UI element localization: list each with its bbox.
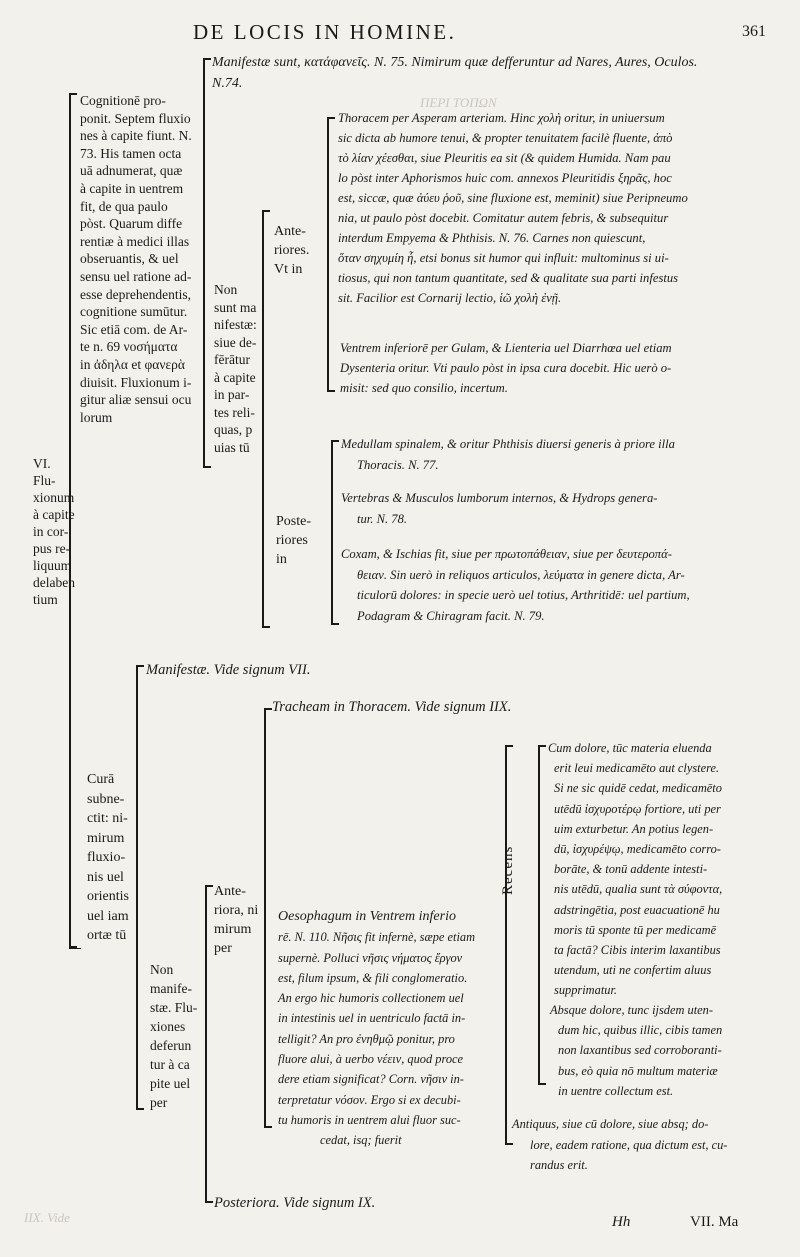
text-line: supernè. Polluci νῆσις νήματος ἔργον: [278, 950, 463, 965]
text-line: lo pòst inter Aphorismos huic com. annexos Pleuritidis ξηρᾶς, hoc: [338, 171, 672, 185]
antiquus-block: [512, 1114, 727, 1176]
text-line: terpretatur νόσον. Ergo si ex decubi-: [278, 1092, 461, 1107]
cum-dolore-block: [548, 738, 722, 1001]
non-manifestae-2-brace: [205, 885, 207, 1203]
text-line: uim exturbetur. An potius legen-: [554, 821, 714, 836]
text-line: Coxam, & Ischias fit, siue per πρωτοπάθειαν, siue per δευτεροπά-: [341, 547, 672, 561]
posteriora-vide-signum: Posteriora. Vide signum IX.: [214, 1195, 376, 1211]
cura-connector: [69, 948, 81, 949]
running-title: DE LOCIS IN HOMINE.: [193, 20, 457, 44]
non-manifestae-2-label: [150, 960, 197, 1112]
medullam-block: [341, 434, 675, 476]
text-line: moris tū sponte tū per medicamē: [554, 922, 717, 937]
text-line: mirum: [87, 830, 125, 846]
text-line: ortæ tū: [87, 928, 127, 943]
text-line: ὅταν σηχυμίη ἧ, etsi bonus sit humor qui influit: multominus si ui-: [338, 251, 669, 265]
text-line: Sic etiā com. de Ar-: [80, 321, 188, 337]
text-line: 73. His tamen octa: [80, 145, 182, 161]
text-line: Cum dolore, tūc materia eluenda: [548, 741, 712, 755]
signature-mark: Hh: [612, 1214, 631, 1230]
text-line: diuisit. Fluxionum i-: [80, 374, 192, 390]
text-line: dū, ἰσχυρέψῳ, medicamēto corro-: [554, 842, 721, 857]
text-line: Thoracem per Asperam arteriam. Hinc χολὴ oritur, in uniuersum: [338, 111, 665, 125]
text-line: est, siccæ, quæ ἀύευ ῥοῦ, sine fluxione est, meminit) siue Peripneumo: [338, 191, 688, 205]
text-line: est, filum ipsum, & fili conglomeratio.: [278, 970, 468, 985]
text-line: manife-: [150, 981, 192, 996]
text-line: tu humoris in uentrem alui fluor suc-: [278, 1112, 461, 1127]
anteriores-brace: [327, 117, 329, 392]
text-line: non laxantibus sed corroboranti-: [558, 1043, 722, 1058]
text-line: tium: [33, 592, 58, 607]
text-line: nis utēdū, qualia sunt τὰ σύφοντα,: [554, 882, 723, 897]
text-line: riores.: [274, 243, 310, 258]
text-line: Non: [150, 962, 174, 977]
text-line: riora, ni: [214, 903, 259, 918]
text-line: dum hic, quibus illic, cibis tamen: [558, 1023, 723, 1038]
text-line: gitur aliæ sensui ocu: [80, 392, 192, 408]
tracheam-vide-signum: Tracheam in Thoracem. Vide signum IIX.: [272, 699, 512, 715]
text-line: stæ. Flu-: [150, 1000, 198, 1015]
cognitione-block: [80, 92, 192, 426]
text-line: θειαν. Sin uerò in reliquos articulos, λεύματα in genere dicta, Ar-: [357, 567, 685, 582]
text-line: Flu-: [33, 473, 56, 488]
text-line: interdum Empyema & Phthisis. N. 76. Carnes non quiescunt,: [338, 231, 646, 245]
text-line: Podagram & Chiragram facit. N. 79.: [357, 608, 545, 623]
text-line: Ante-: [274, 224, 306, 239]
text-line: à capite: [214, 369, 256, 385]
text-line: Manifestæ sunt, κατάφανεῖς. N. 75. Nimirum quæ defferuntur ad Nares, Aures, Oculos.: [212, 55, 698, 70]
text-line: deferun: [150, 1038, 192, 1053]
page-number: 361: [742, 23, 766, 40]
text-line: telligit? An pro ἐνηθμῷ ponitur, pro: [278, 1031, 455, 1046]
text-line: Vt in: [274, 262, 303, 277]
text-line: ta factā? Cibis interim laxantibus: [554, 943, 721, 958]
text-line: adstringētia, post euacuationē hu: [554, 902, 720, 917]
text-line: tur à ca: [150, 1057, 190, 1072]
text-line: obseruantis, & uel: [80, 251, 179, 267]
recens-antiquus-brace: [505, 745, 507, 1145]
text-line: te n. 69 νοσήματα: [80, 339, 178, 355]
recens-label: Recens: [500, 845, 516, 895]
text-line: cognitione sumūtur.: [80, 304, 188, 320]
text-line: riores: [276, 533, 308, 548]
coxam-block: [341, 544, 690, 626]
text-line: tur. N. 78.: [357, 512, 408, 526]
text-line: uā adnumerat, quæ: [80, 163, 183, 179]
anteriora-label: [214, 882, 258, 958]
text-line: erit leui medicamēto aut clystere.: [554, 761, 720, 776]
text-line: sensu uel ratione ad-: [80, 268, 192, 284]
text-line: Curā: [87, 772, 115, 787]
text-line: Thoracis. N. 77.: [357, 458, 439, 472]
text-line: xiones: [150, 1019, 186, 1034]
text-line: quas, p: [214, 422, 253, 437]
manifestae-vide-signum: Manifestæ. Vide signum VII.: [146, 662, 311, 678]
text-line: τὸ λίαν χέεσθαι, siue Pleuritis ea sit (& quidem Humida. Nam pau: [338, 151, 671, 165]
text-line: Ventrem inferiorē per Gulam, & Lienteria uel Diarrhœa uel etiam: [340, 341, 672, 355]
text-line: Antiquus, siue cū dolore, siue absq; do-: [512, 1117, 709, 1131]
text-line: sic dicta ab humore tenui, & propter tenuitatem facilè fluente, ἀπὸ: [338, 131, 673, 145]
bleed-through-text: IIX. Vide: [24, 1210, 70, 1225]
root-brace: [69, 93, 71, 948]
text-line: supprimatur.: [554, 983, 617, 998]
text-line: Poste-: [276, 514, 311, 529]
text-line: rentiæ à medici illas: [80, 233, 190, 249]
text-line: utendum, uti ne confertim aluus: [554, 963, 712, 978]
text-line: Oesophagum in Ventrem inferio: [278, 909, 456, 924]
text-line: tiosus, qui non tantum quantitate, sed & qualitate sua parti infestus: [338, 271, 679, 285]
text-line: Cognitionē pro-: [80, 93, 166, 108]
text-line: tes reli-: [214, 404, 255, 420]
text-line: fluore alui, à uerbo νέειν, quod proce: [278, 1052, 464, 1067]
text-line: siue de-: [214, 334, 257, 350]
thoracem-block: [338, 108, 688, 308]
posteriores-brace: [331, 440, 333, 625]
anteriora-brace: [264, 708, 266, 1128]
ant-post-brace: [262, 210, 264, 628]
text-line: pòst. Quarum diffe: [80, 216, 183, 232]
vertebras-block: [341, 488, 657, 530]
text-line: in par-: [214, 387, 250, 402]
non-manifestae-label: [214, 281, 257, 456]
text-line: borāte, & tonū addente intesti-: [554, 862, 708, 877]
text-line: sunt ma: [214, 299, 257, 315]
text-line: à capite: [33, 507, 75, 522]
text-line: in cor-: [33, 524, 69, 539]
text-line: Vertebras & Musculos lumborum internos, & Hydrops genera-: [341, 491, 658, 505]
text-line: rē. N. 110. Νῆσις fit infernè, sæpe etiam: [278, 930, 476, 945]
text-line: VI.: [33, 456, 51, 471]
text-line: per: [214, 941, 232, 956]
text-line: fit, de qua paulo: [80, 198, 168, 214]
text-line: ponit. Septem fluxio: [80, 110, 191, 126]
manifest-brace: [203, 58, 205, 468]
absque-dolore-block: [550, 1000, 722, 1101]
cura-brace: [136, 665, 138, 1110]
text-line: sit. Facilior est Cornarij lectio, ἱῶ χολὴ ἐνῇ.: [338, 291, 562, 305]
text-line: lore, eadem ratione, qua dictum est, cu-: [530, 1137, 728, 1152]
anteriores-label: [274, 222, 309, 279]
text-line: uel iam: [87, 908, 129, 924]
manifestae-sunt: [212, 52, 697, 94]
text-line: ticulorū dolores: in specie uerò uel totius, Arthritidē: uel partium,: [357, 588, 690, 602]
text-line: in intestinis uel in uentriculo factā in-: [278, 1011, 466, 1026]
cum-absque-brace: [538, 745, 540, 1085]
text-line: Ante-: [214, 884, 246, 899]
text-line: Si ne sic quidē cedat, medicamēto: [554, 781, 722, 796]
cura-label: [87, 770, 129, 946]
text-line: pite uel: [150, 1076, 191, 1091]
text-line: An ergo hic humoris collectionem uel: [278, 991, 464, 1006]
text-line: N.74.: [212, 76, 243, 91]
text-line: subne-: [87, 791, 125, 807]
text-line: Non: [214, 282, 238, 297]
text-line: utēdū ἰσχυροτέρῳ fortiore, uti per: [554, 801, 721, 816]
text-line: per: [150, 1095, 168, 1110]
text-line: nia, ut paulo pòst docebit. Comitatur autem febris, & subsequitur: [338, 211, 669, 225]
bleed-through-text: ΠΕΡΙ ΤΟΠΩΝ: [420, 95, 497, 110]
text-line: à capite in uentrem: [80, 180, 184, 196]
text-line: in: [276, 552, 287, 567]
text-line: Medullam spinalem, & oritur Phthisis diuersi generis à priore illa: [341, 437, 675, 451]
text-line: orientis: [87, 889, 129, 904]
text-line: ctit: ni-: [87, 811, 128, 826]
text-line: nes à capite fiunt. N.: [80, 128, 192, 144]
text-line: esse deprehendentis,: [80, 286, 191, 302]
text-line: mirum: [214, 922, 252, 937]
text-line: nifestæ:: [214, 317, 257, 332]
catchword: VII. Ma: [690, 1214, 739, 1230]
text-line: lorum: [80, 409, 113, 425]
text-line: fērātur: [214, 352, 250, 367]
text-line: fluxio-: [87, 850, 126, 865]
text-line: cedat, isq; fuerit: [320, 1133, 402, 1148]
text-line: Dysenteria oritur. Vti paulo pòst in ipsa cura docebit. Hic uerò o-: [340, 361, 672, 375]
text-line: xionum: [33, 490, 75, 505]
text-line: dere etiam significat? Corn. νῆσιν in-: [278, 1072, 464, 1087]
text-line: randus erit.: [530, 1158, 588, 1172]
text-line: misit: sed quo consilio, incertum.: [340, 381, 508, 395]
oesophagum-block: [278, 907, 475, 1151]
text-line: liquum: [33, 558, 72, 573]
text-line: bus, eò quia nō multum materiæ: [558, 1063, 718, 1078]
text-line: in ἀδηλα et φανερὰ: [80, 356, 185, 372]
text-line: in uentre collectum est.: [558, 1083, 674, 1098]
posteriores-label: [276, 512, 311, 569]
text-line: Absque dolore, tunc ijsdem uten-: [550, 1003, 713, 1017]
text-line: uias tū: [214, 439, 250, 455]
text-line: pus re-: [33, 541, 71, 556]
ventrem-block: [340, 338, 672, 398]
text-line: delaben: [33, 575, 75, 590]
text-line: nis uel: [87, 869, 124, 885]
